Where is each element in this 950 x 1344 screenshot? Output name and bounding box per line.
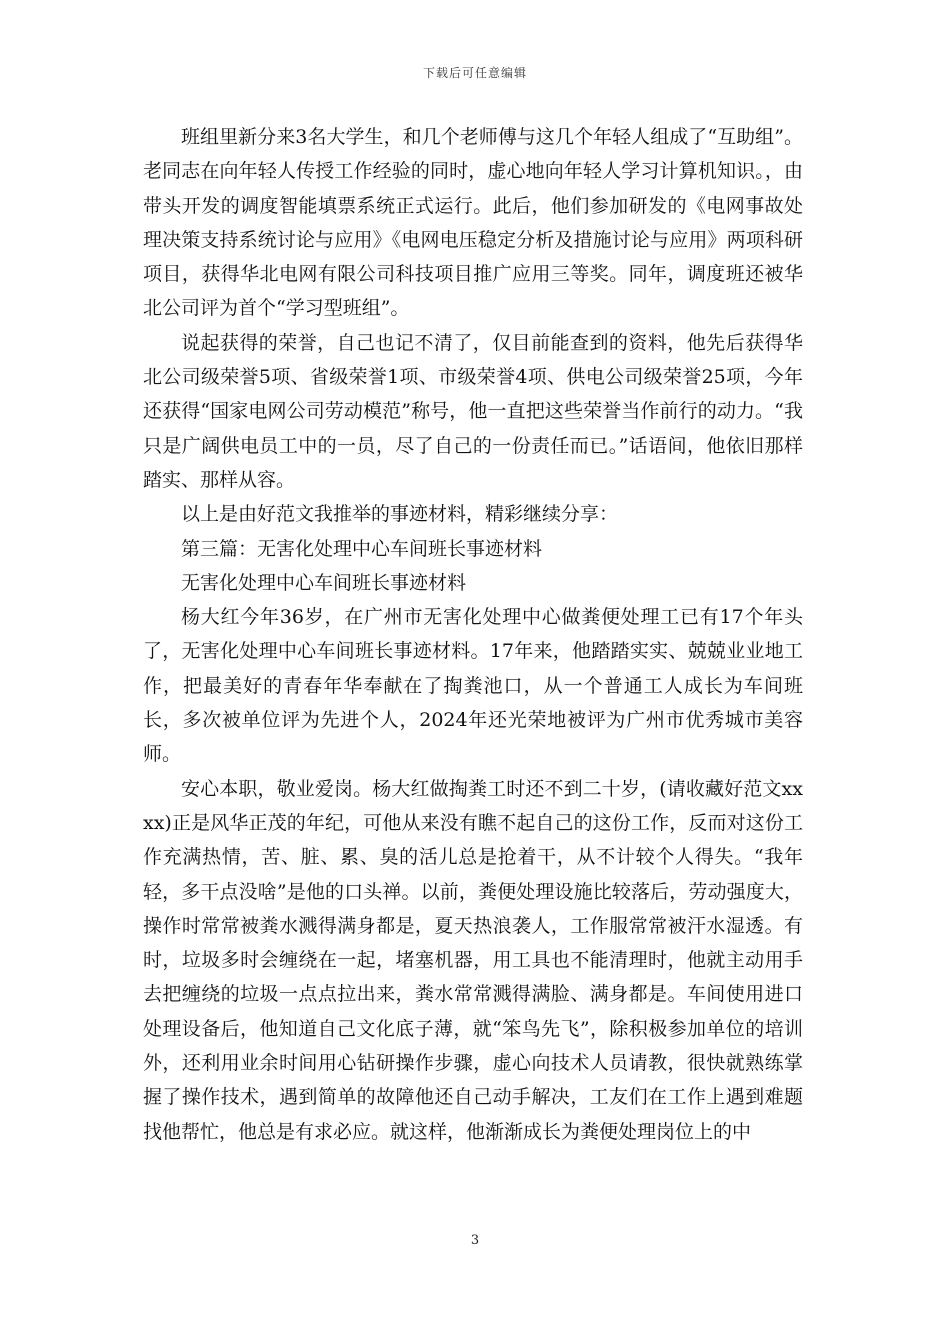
paragraph-transition: 以上是由好范文我推举的事迹材料，精彩继续分享： — [181, 503, 619, 526]
section-subtitle: 无害化处理中心车间班长事迹材料 — [181, 571, 467, 594]
section-heading: 第三篇：无害化处理中心车间班长事迹材料 — [181, 537, 543, 560]
paragraph-mutual-aid-group: 班组里新分来3名大学生，和几个老师傅与这几个年轻人组成了“互助组”。老同志在向年轻人传授工作经验的同时，虚心地向年轻人学习计算机知识。，由带头开发的调度智能填票系统正式运行。此后，他们参加研发的《电网事故处理决策支持系统讨论与应用》《电网电压稳定分析及措施讨论与应用》两项科研项目，获得华北电网有限公司科技项目推广应用三等奖。同年，调度班还被华北公司评为首个“学习型班组”。 — [143, 126, 803, 320]
document-body — [143, 120, 803, 1149]
paragraph-dedication: 安心本职，敬业爱岗。杨大红做掏粪工时还不到二十岁，(请收藏好范文xxxx)正是风华正茂的年纪，可他从来没有瞧不起自己的这份工作，反而对这份工作充满热情，苦、脏、累、臭的活儿总是抢着干，从不计较个人得失。“我年轻，多干点没啥”是他的口头禅。以前，粪便处理设施比较落后，劳动强度大，操作时常常被粪水溅得满身都是，夏天热浪袭人，工作服常常被汗水湿透。有时，垃圾多时会缠绕在一起，堵塞机器，用工具也不能清理时，他就主动用手去把缠绕的垃圾一点点拉出来，粪水常常溅得满脸、满身都是。车间使用进口处理设备后，他知道自己文化底子薄，就“笨鸟先飞”，除积极参加单位的培训外，还利用业余时间用心钻研操作步骤，虚心向技术人员请教，很快就熟练掌握了操作技术，遇到简单的故障他还自己动手解决，工友们在工作上遇到难题找他帮忙，他总是有求必应。就这样，他渐渐成长为粪便处理岗位上的中 — [143, 777, 803, 1143]
page-header: 下载后可任意编辑 — [422, 66, 527, 80]
page-number: 3 — [470, 1233, 480, 1248]
paragraph-introduction: 杨大红今年36岁，在广州市无害化处理中心做粪便处理工已有17个年头了，无害化处理中心车间班长事迹材料。17年来，他踏踏实实、兢兢业业地工作，把最美好的青春年华奉献在了掏粪池口，从一个普通工人成长为车间班长，多次被单位评为先进个人，2024年还光荣地被评为广州市优秀城市美容师。 — [143, 606, 803, 766]
paragraph-honors: 说起获得的荣誉，自己也记不清了，仅目前能查到的资料，他先后获得华北公司级荣誉5项、省级荣誉1项、市级荣誉4项、供电公司级荣誉25项，今年还获得“国家电网公司劳动模范”称号，他一直把这些荣誉当作前行的动力。“我只是广阔供电员工中的一员，尽了自己的一份责任而已。”话语间，他依旧那样踏实、那样从容。 — [143, 331, 803, 491]
